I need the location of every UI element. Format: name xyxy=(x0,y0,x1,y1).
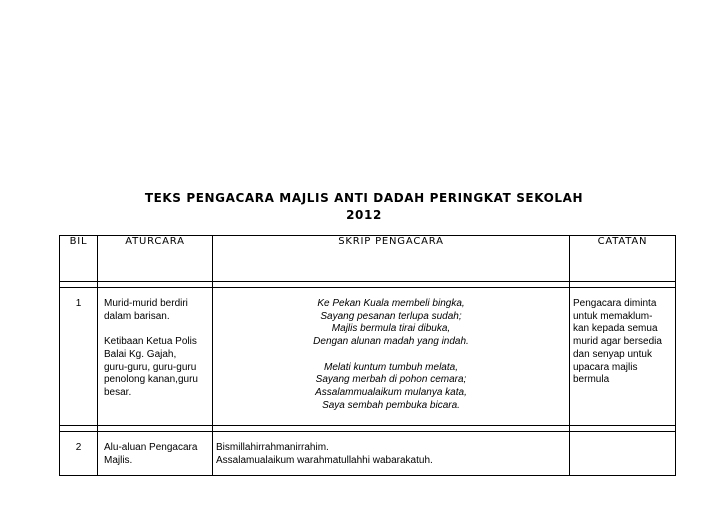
catatan-line: kan kepada semua xyxy=(573,323,658,335)
document-year: 2012 xyxy=(346,208,382,222)
header-aturcara: ATURCARA xyxy=(98,236,213,282)
header-bil: BIL xyxy=(60,236,98,282)
skrip-line: Bismillahirrahmanirrahim. xyxy=(216,442,329,453)
aturcara-line: Majlis. xyxy=(104,454,133,466)
aturcara-line: Murid-murid berdiri xyxy=(104,298,188,309)
header-skrip: SKRIP PENGACARA xyxy=(213,236,570,282)
document-title: TEKS PENGACARA MAJLIS ANTI DADAH PERINGKAT SEKOLAH xyxy=(144,191,584,205)
catatan-line: bermula xyxy=(573,374,610,386)
line-spacer xyxy=(104,323,209,336)
catatan-cell xyxy=(570,432,676,476)
aturcara-line: Alu-aluan Pengacara xyxy=(104,442,198,453)
skrip-cell xyxy=(213,288,570,426)
aturcara-line: Ketibaan Ketua Polis xyxy=(104,336,197,348)
catatan-cell xyxy=(570,288,676,426)
catatan-line: murid agar bersedia xyxy=(573,336,662,348)
aturcara-cell xyxy=(98,288,213,426)
line-spacer xyxy=(213,349,569,362)
row-number: 1 xyxy=(60,288,98,426)
pantun-line: Sayang pesanan terlupa sudah; xyxy=(320,310,462,322)
header-catatan: CATATAN xyxy=(570,236,676,282)
pantun-line: Melati kuntum tumbuh melata, xyxy=(324,361,458,373)
aturcara-line: dalam barisan. xyxy=(104,310,170,322)
aturcara-cell xyxy=(98,432,213,476)
catatan-line: untuk memaklum- xyxy=(573,310,653,322)
aturcara-line: Balai Kg. Gajah, xyxy=(104,348,177,360)
row-number: 2 xyxy=(60,432,98,476)
pantun-line: Majlis bermula tirai dibuka, xyxy=(331,323,451,335)
pantun-line: Assalammualaikum mulanya kata, xyxy=(315,386,467,398)
pantun-line: Dengan alunan madah yang indah. xyxy=(313,336,469,348)
aturcara-line: penolong kanan,guru xyxy=(104,374,198,386)
catatan-line: Pengacara diminta xyxy=(573,298,657,309)
aturcara-line: besar. xyxy=(104,386,132,398)
aturcara-line: guru-guru, guru-guru xyxy=(104,361,197,373)
pantun-line: Sayang merbah di pohon cemara; xyxy=(315,374,467,386)
table-header-row xyxy=(60,236,676,282)
catatan-line: dan senyap untuk xyxy=(573,348,652,360)
pantun-line: Saya sembah pembuka bicara. xyxy=(322,399,460,411)
program-table xyxy=(59,235,676,476)
skrip-line: Assalamualaikum warahmatullahhi wabarakatuh. xyxy=(216,454,433,466)
table-row xyxy=(60,288,676,426)
catatan-line: upacara majlis xyxy=(573,361,638,373)
skrip-cell xyxy=(213,432,570,476)
table-row xyxy=(60,432,676,476)
pantun-line: Ke Pekan Kuala membeli bingka, xyxy=(317,298,465,309)
